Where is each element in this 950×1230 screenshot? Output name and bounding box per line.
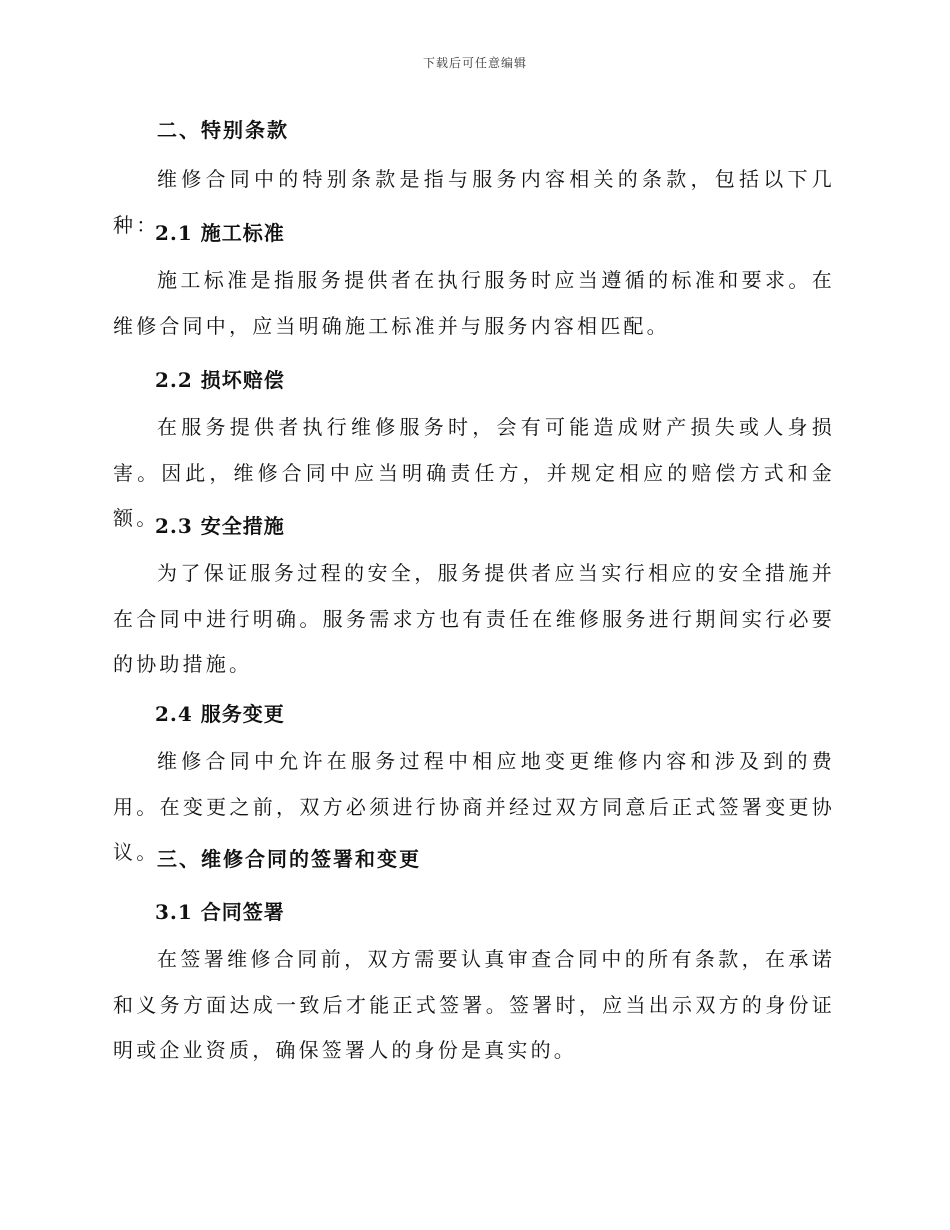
heading-2-1: 2.1 施工标准: [155, 221, 285, 245]
paragraph-2-1: 施工标准是指服务提供者在执行服务时应当遵循的标准和要求。在维修合同中，应当明确施工标准并与服务内容相匹配。: [113, 268, 835, 338]
section-3-title: 三、维修合同的签署和变更: [157, 847, 421, 871]
paragraph-2-3: 为了保证服务过程的安全，服务提供者应当实行相应的安全措施并在合同中进行明确。服务需求方也有责任在维修服务进行期间实行必要的协助措施。: [113, 561, 835, 676]
heading-2-3: 2.3 安全措施: [155, 514, 285, 538]
heading-2-2: 2.2 损坏赔偿: [155, 368, 285, 392]
header-note: 下载后可任意编辑: [422, 56, 527, 70]
section-2-intro: 维修合同中的特别条款是指与服务内容相关的条款，包括以下几种：: [113, 167, 835, 237]
paragraph-2-4: 维修合同中允许在服务过程中相应地变更维修内容和涉及到的费用。在变更之前，双方必须进行协商并经过双方同意后正式签署变更协议。: [113, 749, 835, 864]
section-2-title: 二、特别条款: [157, 118, 289, 142]
heading-2-4: 2.4 服务变更: [155, 702, 285, 726]
paragraph-2-2: 在服务提供者执行维修服务时，会有可能造成财产损失或人身损害。因此，维修合同中应当明确责任方，并规定相应的赔偿方式和金额。: [113, 415, 835, 530]
paragraph-3-1: 在签署维修合同前，双方需要认真审查合同中的所有条款，在承诺和义务方面达成一致后才能正式签署。签署时，应当出示双方的身份证明或企业资质，确保签署人的身份是真实的。: [113, 947, 835, 1062]
heading-3-1: 3.1 合同签署: [155, 900, 285, 924]
